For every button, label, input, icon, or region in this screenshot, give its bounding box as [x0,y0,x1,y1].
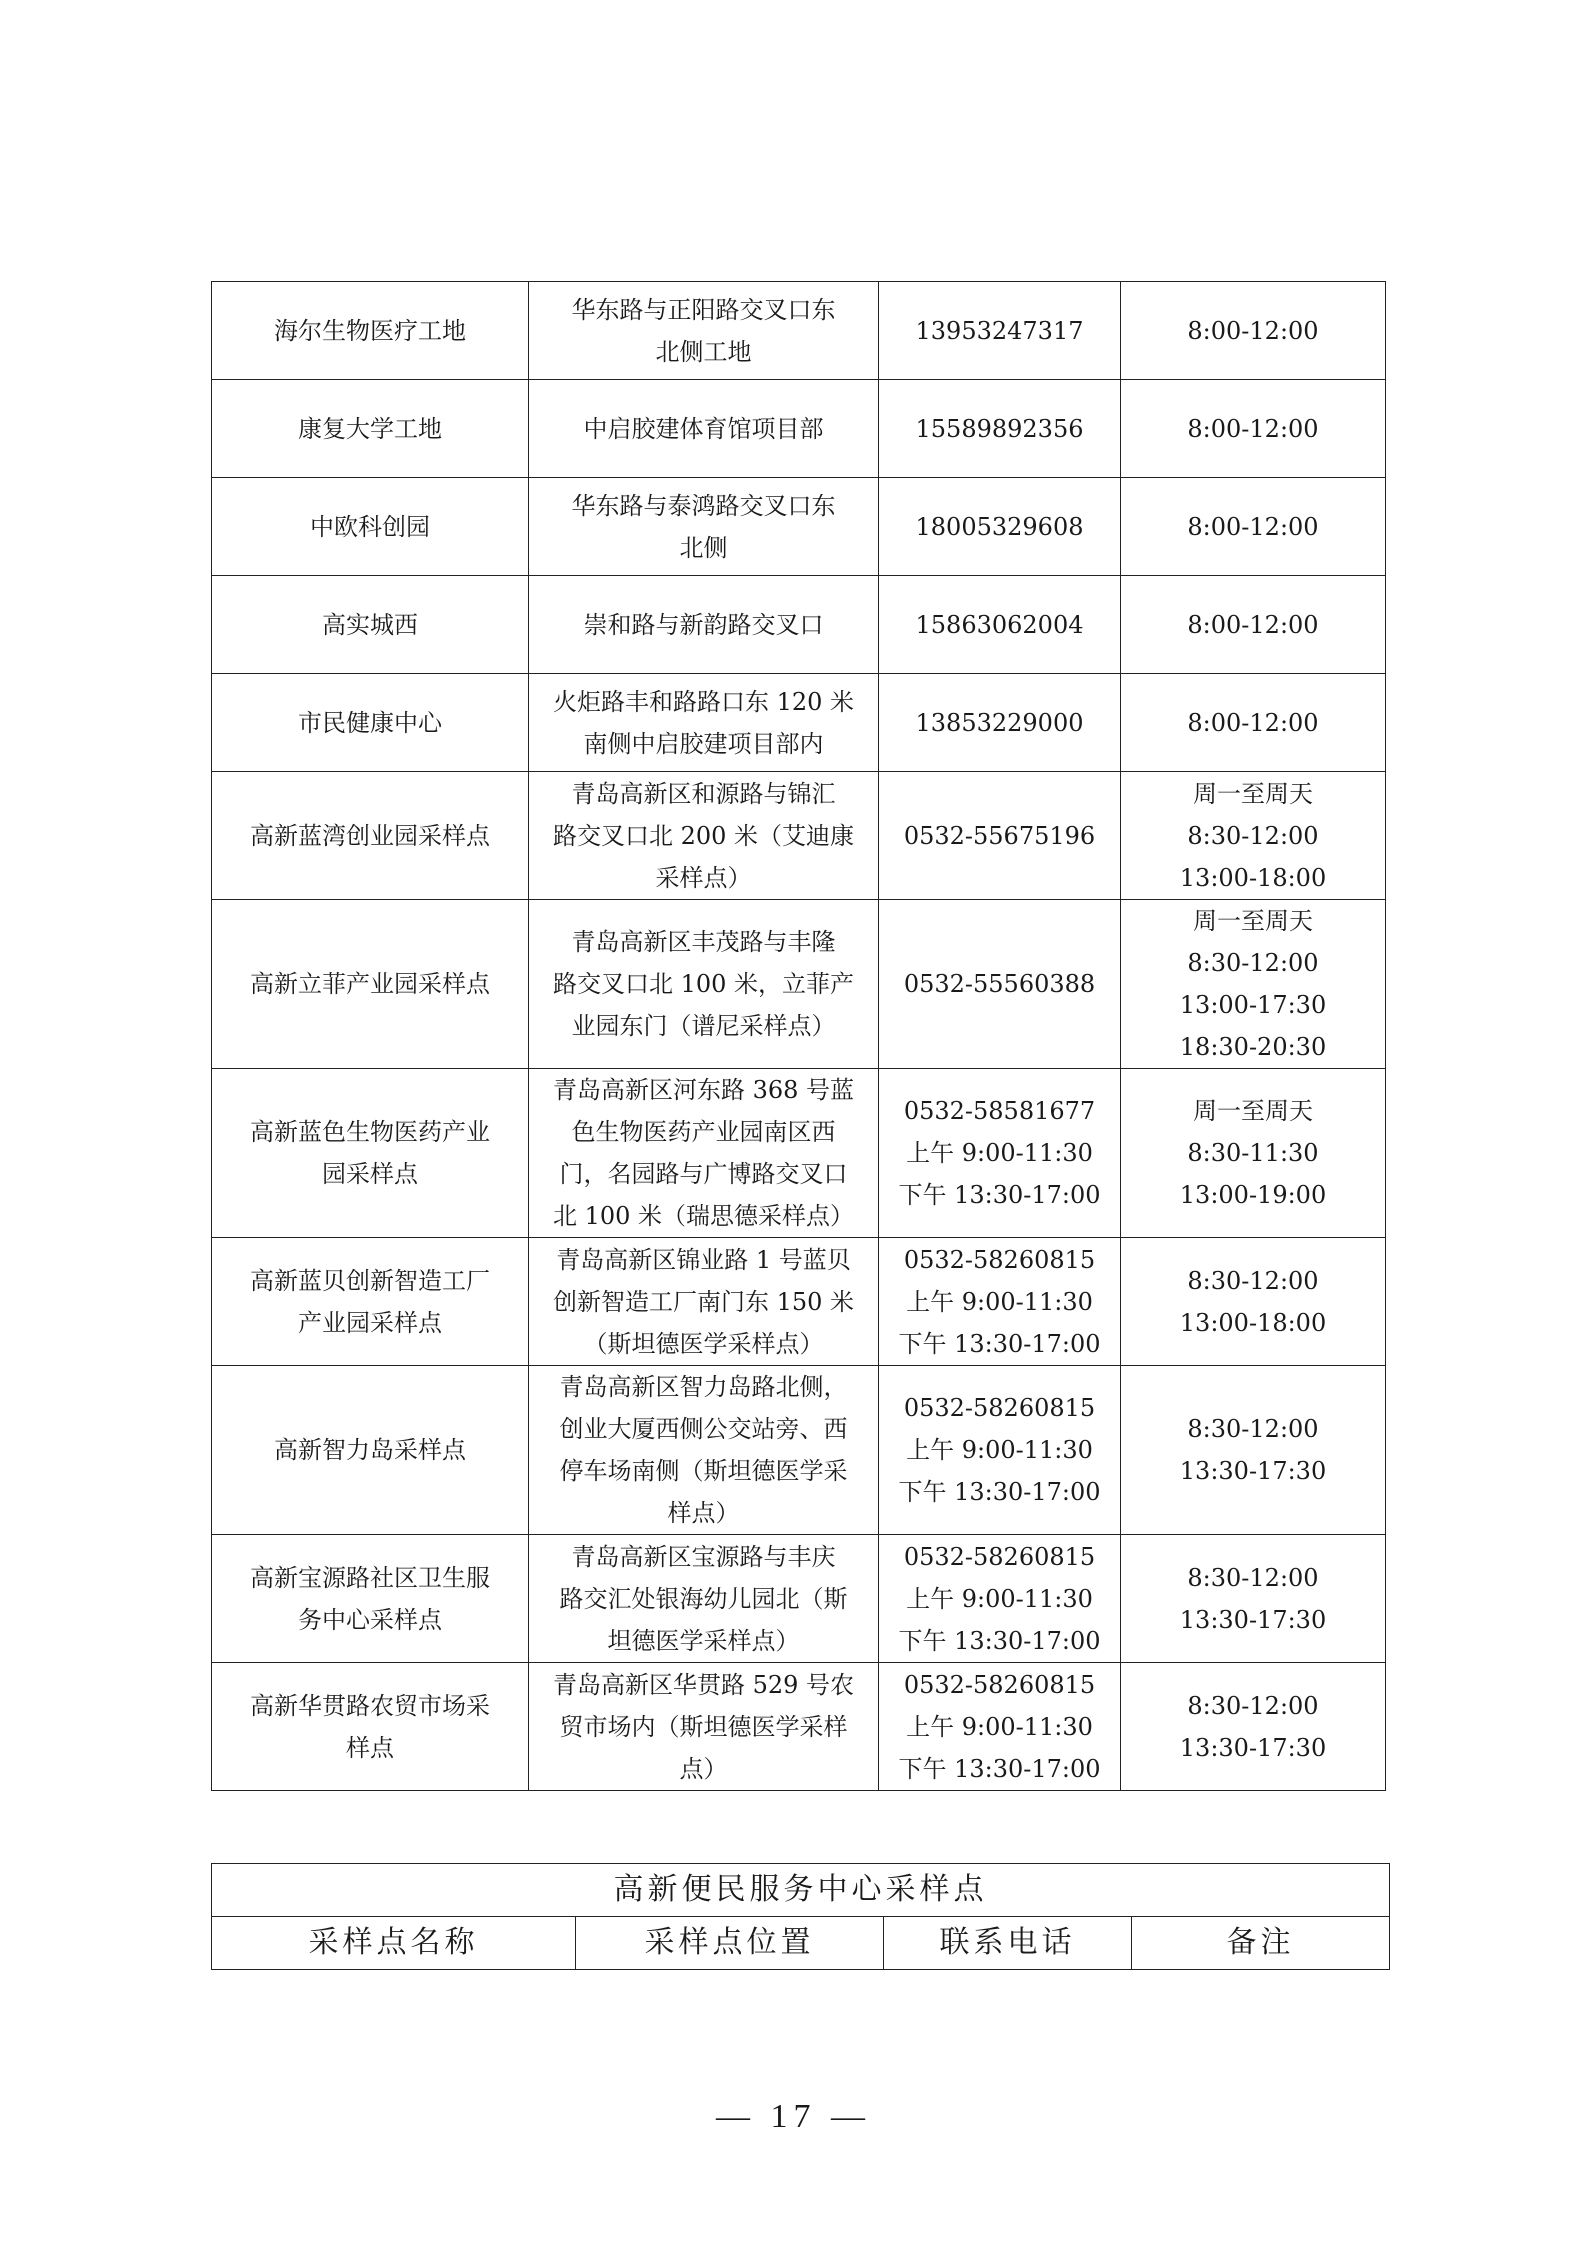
cell-text-line: 上午 9:00-11:30 [906,1287,1093,1316]
service-center-title: 高新便民服务中心采样点 [212,1864,1390,1917]
cell-text-line: 0532-58581677 [903,1097,1096,1125]
point-name-cell [212,380,529,478]
cell-text-line: 13:00-18:00 [1179,863,1327,892]
cell-text-line: （斯坦德医学采样点） [583,1329,824,1358]
cell-text-line: 8:30-12:00 [1187,949,1319,977]
point-location-cell [529,1238,879,1366]
cell-text-line: 13:30-17:30 [1179,1733,1327,1762]
point-location-cell [529,282,879,380]
cell-text-line: 8:00-12:00 [1187,610,1319,639]
service-time-cell [1121,576,1386,674]
point-name-cell [212,282,529,380]
point-location-cell [529,1069,879,1238]
point-location-cell [529,1535,879,1663]
page-number: — 17 — [716,2098,871,2135]
contact-phone-cell [879,478,1121,576]
cell-text-line: 务中心采样点 [298,1605,442,1634]
cell-text-line: 海尔生物医疗工地 [274,316,466,345]
cell-text-line: 8:00-12:00 [1187,708,1319,737]
cell-text-line: 北侧工地 [655,337,752,366]
cell-text-line: 18:30-20:30 [1179,1033,1327,1061]
table-row [212,1535,1386,1663]
service-center-title-row [212,1864,1390,1917]
point-location-cell [529,380,879,478]
cell-text-line: 下午 13:30-17:00 [898,1181,1101,1209]
point-location-cell [529,674,879,772]
cell-text-line: 8:30-12:00 [1187,1563,1319,1592]
contact-phone-cell [879,900,1121,1069]
cell-text-line: 康复大学工地 [298,414,442,443]
cell-text-line: 高新华贯路农贸市场采 [250,1691,490,1720]
point-name-cell [212,1535,529,1663]
cell-text-line: 火炬路丰和路路口东 120 米 [552,687,855,716]
cell-text-line: 0532-58260815 [903,1394,1096,1422]
cell-text-line: 高新宝源路社区卫生服 [250,1563,490,1592]
cell-text-line: 创新智造工厂南门东 150 米 [552,1287,855,1316]
point-name-cell [212,674,529,772]
cell-text-line: 路交汇处银海幼儿园北（斯 [559,1584,848,1613]
service-time-cell [1121,380,1386,478]
service-time-cell [1121,1366,1386,1535]
service-time-cell [1121,1663,1386,1791]
contact-phone-cell [879,1535,1121,1663]
contact-phone-cell [879,380,1121,478]
cell-text-line: 高新蓝色生物医药产业 [250,1118,490,1146]
cell-text-line: 门，名园路与广博路交叉口 [559,1160,848,1188]
cell-text-line: 15863062004 [915,610,1084,639]
table-row [212,1663,1386,1791]
cell-text-line: 样点 [346,1733,394,1762]
cell-text-line: 0532-58260815 [903,1542,1096,1571]
cell-text-line: 高新蓝湾创业园采样点 [250,821,490,850]
cell-text-line: 路交叉口北 100 米，立菲产 [552,970,855,998]
cell-text-line: 8:30-12:00 [1187,1691,1319,1720]
cell-text-line: 路交叉口北 200 米（艾迪康 [552,821,855,850]
service-time-cell [1121,900,1386,1069]
cell-text-line: 采样点） [655,863,752,892]
table-row [212,576,1386,674]
cell-text-line: 0532-55560388 [903,970,1096,998]
cell-text-line: 市民健康中心 [298,708,442,737]
cell-text-line: 色生物医药产业园南区西 [571,1118,836,1146]
cell-text-line: 下午 13:30-17:00 [898,1478,1101,1506]
cell-text-line: 高新立菲产业园采样点 [250,970,490,998]
cell-text-line: 青岛高新区丰茂路与丰隆 [571,928,836,956]
cell-text-line: 坦德医学采样点） [607,1626,800,1655]
point-name-cell [212,1238,529,1366]
point-location-cell [529,478,879,576]
cell-text-line: 北侧 [679,533,728,562]
sampling-points-table-body [212,282,1386,1791]
point-name-cell [212,772,529,900]
table-row [212,1366,1386,1535]
point-location-cell [529,1663,879,1791]
cell-text-line: 周一至周天 [1193,1097,1313,1125]
point-name-cell [212,1663,529,1791]
cell-text-line: 周一至周天 [1193,779,1313,808]
service-center-table [211,1863,1390,1970]
point-name-cell [212,900,529,1069]
contact-phone-cell [879,1366,1121,1535]
cell-text-line: 8:30-12:00 [1187,1415,1319,1443]
service-time-cell [1121,1069,1386,1238]
point-location-cell [529,900,879,1069]
point-name-cell [212,478,529,576]
cell-text-line: 高新蓝贝创新智造工厂 [250,1266,490,1295]
cell-text-line: 8:30-11:30 [1187,1139,1319,1167]
cell-text-line: 点） [679,1754,728,1783]
service-time-cell [1121,1535,1386,1663]
cell-text-line: 8:00-12:00 [1187,414,1319,443]
cell-text-line: 青岛高新区河东路 368 号蓝 [552,1076,855,1104]
cell-text-line: 上午 9:00-11:30 [906,1712,1093,1741]
cell-text-line: 青岛高新区锦业路 1 号蓝贝 [556,1245,851,1274]
header-point-location: 采样点位置 [576,1917,884,1970]
cell-text-line: 13:30-17:30 [1179,1605,1327,1634]
cell-text-line: 产业园采样点 [298,1308,442,1337]
header-point-name: 采样点名称 [212,1917,576,1970]
cell-text-line: 业园东门（谱尼采样点） [571,1012,836,1040]
cell-text-line: 18005329608 [915,512,1084,541]
header-remarks: 备注 [1132,1917,1390,1970]
cell-text-line: 下午 13:30-17:00 [898,1626,1101,1655]
contact-phone-cell [879,1238,1121,1366]
cell-text-line: 青岛高新区华贯路 529 号农 [552,1670,855,1699]
cell-text-line: 华东路与泰鸿路交叉口东 [571,491,836,520]
cell-text-line: 0532-55675196 [903,821,1096,850]
cell-text-line: 园采样点 [322,1160,418,1188]
cell-text-line: 南侧中启胶建项目部内 [583,729,824,758]
cell-text-line: 停车场南侧（斯坦德医学采 [559,1457,848,1485]
cell-text-line: 13853229000 [915,708,1084,737]
contact-phone-cell [879,772,1121,900]
point-location-cell [529,576,879,674]
cell-text-line: 北 100 米（瑞思德采样点） [552,1202,855,1230]
cell-text-line: 上午 9:00-11:30 [906,1139,1093,1167]
cell-text-line: 13:00-17:30 [1179,991,1327,1019]
contact-phone-cell [879,1069,1121,1238]
header-contact-phone: 联系电话 [884,1917,1132,1970]
contact-phone-cell [879,282,1121,380]
point-location-cell [529,772,879,900]
cell-text-line: 下午 13:30-17:00 [898,1329,1101,1358]
cell-text-line: 高实城西 [322,610,418,639]
cell-text-line: 青岛高新区宝源路与丰庆 [571,1542,836,1571]
service-time-cell [1121,772,1386,900]
cell-text-line: 8:30-12:00 [1187,1266,1319,1295]
table-row [212,772,1386,900]
cell-text-line: 贸市场内（斯坦德医学采样 [559,1712,848,1741]
cell-text-line: 创业大厦西侧公交站旁、西 [559,1415,848,1443]
cell-text-line: 8:30-12:00 [1187,821,1319,850]
cell-text-line: 0532-58260815 [903,1245,1096,1274]
service-time-cell [1121,1238,1386,1366]
point-name-cell [212,1366,529,1535]
cell-text-line: 上午 9:00-11:30 [906,1584,1093,1613]
table-row [212,478,1386,576]
cell-text-line: 15589892356 [915,414,1084,443]
cell-text-line: 中启胶建体育馆项目部 [583,414,824,443]
table-row [212,1238,1386,1366]
service-time-cell [1121,674,1386,772]
cell-text-line: 青岛高新区智力岛路北侧， [559,1373,848,1401]
cell-text-line: 下午 13:30-17:00 [898,1754,1101,1783]
cell-text-line: 中欧科创园 [310,512,430,541]
service-time-cell [1121,282,1386,380]
point-location-cell [529,1366,879,1535]
table-row [212,674,1386,772]
cell-text-line: 样点） [667,1499,740,1527]
cell-text-line: 13953247317 [915,316,1084,345]
contact-phone-cell [879,576,1121,674]
contact-phone-cell [879,1663,1121,1791]
cell-text-line: 8:00-12:00 [1187,316,1319,345]
cell-text-line: 高新智力岛采样点 [274,1436,466,1464]
table-row [212,282,1386,380]
service-center-header-row [212,1917,1390,1970]
cell-text-line: 13:30-17:30 [1179,1457,1327,1485]
cell-text-line: 13:00-19:00 [1179,1181,1327,1209]
cell-text-line: 华东路与正阳路交叉口东 [571,295,836,324]
cell-text-line: 8:00-12:00 [1187,512,1319,541]
point-name-cell [212,1069,529,1238]
cell-text-line: 青岛高新区和源路与锦汇 [571,779,836,808]
cell-text-line: 0532-58260815 [903,1670,1096,1699]
contact-phone-cell [879,674,1121,772]
service-time-cell [1121,478,1386,576]
sampling-points-table [211,281,1386,1791]
point-name-cell [212,576,529,674]
cell-text-line: 周一至周天 [1193,907,1313,935]
table-row [212,1069,1386,1238]
table-row [212,900,1386,1069]
cell-text-line: 崇和路与新韵路交叉口 [583,610,824,639]
cell-text-line: 13:00-18:00 [1179,1308,1327,1337]
cell-text-line: 上午 9:00-11:30 [906,1436,1093,1464]
table-row [212,380,1386,478]
